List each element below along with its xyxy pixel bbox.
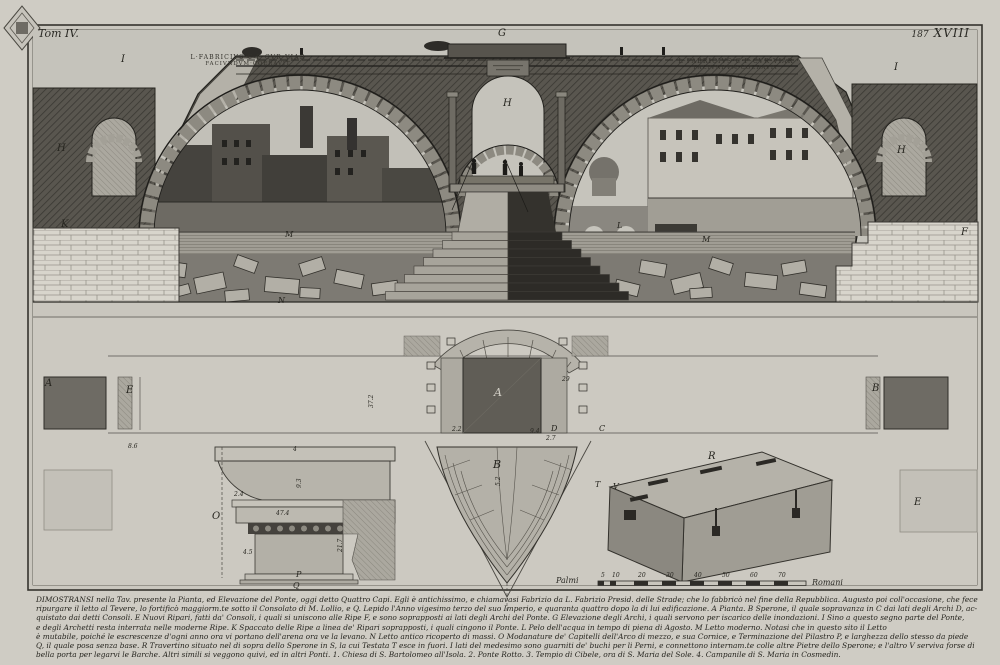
label-i-left: I	[121, 54, 125, 65]
scale-left-label: Palmi	[556, 576, 579, 585]
label-r-travertine: R	[708, 451, 716, 462]
volume-label: Tom IV.	[38, 27, 79, 40]
label-h-left-archetto: H	[57, 143, 66, 154]
dim-sq-a: 2.2	[452, 426, 462, 433]
scale-bar	[598, 581, 806, 586]
plate-number-arabic: 187	[911, 30, 929, 40]
dim-ripari: 8.6	[128, 443, 138, 450]
label-g-flood-arch: G	[498, 28, 506, 39]
right-pier-plan-block	[884, 377, 948, 429]
plate-number-roman: XVIII	[933, 26, 970, 40]
label-i-right: I	[894, 62, 898, 73]
label-k-ripe-section: K	[61, 219, 69, 230]
caption-line-3: quistato dai detti Consoli. E Nuovi Ripari, fatti da' Consoli, i quali si uniscono alle Ripe F, e sono soprapposti ai lati degli Archi del Ponte. G Elevazione degli Archi, i quali servono per iscarico delle inondazioni. I Sino a questo segno parte del Ponte,	[36, 613, 965, 623]
dim-cornice-top: 4	[293, 446, 297, 453]
dim-cutwater: 5.2	[495, 476, 502, 486]
scale-right-label: Romani	[812, 578, 843, 587]
caption-line-5: è mutabile, poiché le escrescenze d'ogni anno ora vi portano dell'arena ora ve la levano. N Letto antico ricoperto di massi. O Modanature de' Capitelli dell'Arco di mezzo, e sua Cornice, e Terminazione del Pilastro P, e larghezza dello stesso da piede	[36, 631, 969, 641]
label-n-ancient-bed: N	[278, 296, 285, 305]
label-a-pianta: A	[494, 386, 502, 399]
label-a-left-block: A	[45, 378, 53, 389]
label-v-cavity: V	[613, 482, 619, 491]
label-p-pilaster: P	[296, 570, 302, 579]
caption-line-7: bella porta per legarvi le Barche. Altri simili si veggono quivi, ed in altri Ponti. 1. Chiesa di S. Bartolomeo all'Isola. 2. Ponte Rotto. 3. Tempio di Cibele, ora di S. Maria del Sole. 4. Campanile di S. Maria in Cosmedin.	[36, 650, 841, 660]
label-l-water-level: L	[617, 221, 623, 230]
label-q-plinth: Q	[293, 581, 300, 590]
label-e-right-ripa: E	[914, 497, 922, 508]
caption-line-1: DIMOSTRANSI nella Tav. presente la Pianta, ed Elevazione del Ponte, oggi detto Quattro Capi. Egli è antichissimo, e chiamavasi Fabrizio da L. Fabrizio Presid. delle Strade; che lo fabbricò nel fine della Repubblica. Augusto poi coll'occasione, che fece	[36, 595, 978, 604]
left-ripa-outline	[44, 470, 112, 530]
scale-tick-5: 5	[601, 572, 605, 579]
left-flood-archetto	[92, 118, 136, 196]
left-pier-plan-block	[44, 377, 106, 429]
caption-line-6: Q, il quale posa senza base. R Travertino situato nel di sopra dello Sperone in S, la cui Testata T esce in fuori. I lati del medesimo sono guarniti de' buchi per li Perni, e connettono internam.te colle altre Pietre dello Sperone; e l'altro V serviva forse di	[36, 641, 975, 651]
scale-tick-50: 50	[722, 572, 730, 579]
label-m-left-bed: M	[285, 230, 294, 239]
scale-tick-20: 20	[638, 572, 646, 579]
label-c-sopravanza: C	[599, 424, 606, 433]
arch-inscription-right: L·FABRICIVS·C·F·CVR·VIAR FACIVNDVM·COERAVIT	[678, 58, 794, 71]
scale-tick-40: 40	[694, 572, 702, 579]
dim-sq-b: 9.4	[530, 428, 540, 435]
plate-number	[911, 26, 970, 40]
label-o-modanature: O	[212, 511, 221, 522]
right-flood-archetto	[882, 118, 926, 196]
dim-pier-bay: 37.2	[368, 394, 375, 408]
dim-cornice-cyma: 9.3	[296, 478, 303, 488]
dim-arch-span: 29	[562, 376, 570, 383]
dim-cornice-left: 2.4	[234, 491, 244, 498]
label-h-central-arch: H	[503, 98, 512, 109]
pier-plan-right-flank	[541, 358, 567, 433]
scale-tick-10: 10	[612, 572, 620, 579]
dim-cornice-fascia: 47.4	[276, 510, 290, 517]
label-e-left-riparo: E	[126, 385, 134, 396]
pier-plan-left-flank	[441, 358, 463, 433]
tower-inscription-plaque	[487, 60, 529, 76]
left-abutment-masonry	[33, 228, 179, 302]
scale-tick-70: 70	[778, 572, 786, 579]
label-m-right-bed: M	[702, 235, 711, 244]
right-ripa-outline	[900, 470, 977, 532]
bridge-plan-and-details	[33, 318, 977, 612]
plate-caption	[36, 595, 978, 660]
arch-inscription-left: L·FABRICIVS·C·F·CVR·VIAR FACIVNDVM·COERAVIT	[190, 54, 306, 67]
label-b-sperone: B	[493, 458, 502, 471]
caption-line-2: ripurgare il letto al Tevere, lo fortificò maggiorm.te sotto il Consolato di M. Lollio, e Q. Lepido l'Anno vigesimo terzo del suo Imperio, e quaranta quattro dopo la di lui edificazione. A Pianta. B Sperone, il quale sopravanza in C dai lati degli Archi D, ac-	[36, 604, 978, 614]
label-t-testata: T	[595, 480, 601, 489]
dim-pilaster-height: 21.7	[337, 538, 344, 552]
bridge-elevation	[33, 30, 978, 318]
ground-band	[33, 302, 977, 318]
dim-sq-c: 2.7	[546, 435, 556, 442]
caption-line-4: e degli Archetti resta interrata nelle moderne Ripe. K Spaccato delle Ripe a linea de' Ripari soprapposti, i quali cingono il Ponte. L Pelo dell'acqua in tempo di piena di Agosto. M Letto moderno. Notasi che in questo sito il Letto	[36, 622, 887, 632]
dim-cornice-lower: 4.5	[243, 549, 253, 556]
central-pier	[450, 176, 564, 232]
scale-tick-30: 30	[666, 572, 674, 579]
label-d-arch-side: D	[551, 424, 558, 433]
scale-tick-60: 60	[750, 572, 758, 579]
label-f-ripe: F	[961, 227, 968, 238]
label-b-right-block: B	[872, 383, 880, 394]
label-h-right-archetto: H	[897, 145, 906, 156]
